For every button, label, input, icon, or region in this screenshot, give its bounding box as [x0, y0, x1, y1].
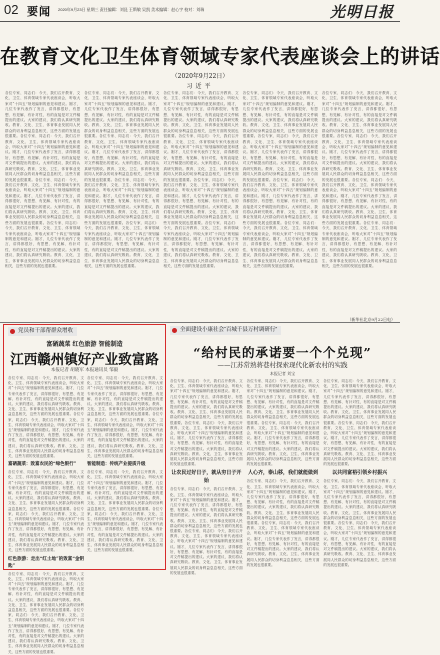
source-note: （新华社北京9月22日电）: [347, 317, 395, 322]
highlighted-story[interactable]: [3, 324, 166, 654]
story-column: 各位专家、同志们：今天，我们召开教育、文化、卫生、体育领域专家代表座谈会，听取大家对“十四五”规划编制的意见和建议。刚才，几位专家代表作了发言，讲得都很好，有思想、有见解、有针对性，有的直接是对文件稿提出的建议。大家的建议，我们将认真研究吸收。教育、文化、卫生、体育事业发展同人民群众的切身利益息息相关，这些方面的发展也很重要。各位专家、同志们：今天，我们召开教育、文化、卫生、体育领域专家代表座谈会，听取大家对“十四五”规划编制的意见和建议。刚才，几位专家代表作了发言，讲得都很好，有思想、有见解、有针对性，有的直接是对文件稿提出的建议。大家的建议，我们将认真研究吸收。教育、文化、卫生、体育事业发展同人民群众的切身利益息息相关，这些方面的发展也很重要。 让农民过好日子，就从穷日子开始 各位专家、同志们：今天，我们召开教育、文化、卫生、体育领域专家代表座谈会，听取大家对“十四五”规划编制的意见和建议。刚才，几位专家代表作了发言，讲得都很好，有思想、有见解、有针对性，有的直接是对文件稿提出的建议。大家的建议，我们将认真研究吸收。教育、文化、卫生、体育事业发展同人民群众的切身利益息息相关，这些方面的发展也很重要。各位专家、同志们：今天，我们召开教育、文化、卫生、体育领域专家代表座谈会，听取大家对“十四五”规划编制的意见和建议。刚才，几位专家代表作了发言，讲得都很好，有思想、有见解、有针对性，有的直接是对文件稿提出的建议。大家的建议，我们将认真研究吸收。教育、文化、卫生、体育事业发展同人民群众的切身利益息息相关，这些方面的发展也很重要。: [170, 379, 243, 575]
tag-dot-icon: [10, 329, 15, 334]
story-kicker: 富硒蔬菜 红色旅游 智能制造: [46, 341, 123, 348]
story-subhead: 富硒蔬菜：致富农民的“绿色银行”: [8, 462, 77, 468]
article-date: （2020年9月22日）: [171, 73, 229, 80]
section-name: 要闻: [27, 5, 51, 18]
story-subhead: 以共同富裕引领乡村振兴: [332, 470, 388, 477]
tag-dot-icon: [172, 328, 177, 333]
story-tag-label: 党员和干部帮群众增收: [18, 328, 74, 334]
story-subhead: 人心齐，泰山移，我们就能做到: [248, 470, 319, 477]
story-title: “给村民的承诺要一个个兑现”: [193, 345, 372, 360]
story-tag: [8, 327, 77, 336]
story-column: 各位专家、同志们：今天，我们召开教育、文化、卫生、体育领域专家代表座谈会，听取大家对“十四五”规划编制的意见和建议。刚才，几位专家代表作了发言，讲得都很好，有思想、有见解、有针对性，有的直接是对文件稿提出的建议。大家的建议，我们将认真研究吸收。教育、文化、卫生、体育事业发展同人民群众的切身利益息息相关，这些方面的发展也很重要。各位专家、同志们：今天，我们召开教育、文化、卫生、体育领域专家代表座谈会，听取大家对“十四五”规划编制的意见和建议。刚才，几位专家代表作了发言，讲得都很好，有思想、有见解、有针对性，有的直接是对文件稿提出的建议。大家的建议，我们将认真研究吸收。教育、文化、卫生、体育事业发展同人民群众的切身利益息息相关，这些方面的发展也很重要。 智能制造：传统产业提质升级 各位专家、同志们：今天，我们召开教育、文化、卫生、体育领域专家代表座谈会，听取大家对“十四五”规划编制的意见和建议。刚才，几位专家代表作了发言，讲得都很好，有思想、有见解、有针对性，有的直接是对文件稿提出的建议。大家的建议，我们将认真研究吸收。教育、文化、卫生、体育事业发展同人民群众的切身利益息息相关，这些方面的发展也很重要。各位专家、同志们：今天，我们召开教育、文化、卫生、体育领域专家代表座谈会，听取大家对“十四五”规划编制的意见和建议。刚才，几位专家代表作了发言，讲得都很好，有思想、有见解、有针对性，有的直接是对文件稿提出的建议。大家的建议，我们将认真研究吸收。教育、文化、卫生、体育事业发展同人民群众的切身利益息息相关，这些方面的发展也很重要。: [87, 376, 163, 553]
article-body: [5, 91, 397, 316]
story-byline: 本报记者 刘宝: [269, 371, 296, 376]
issue-meta: 2020年9月23日 星期三 责任编辑：刘昆 王斯敏 吴凯 美术编辑：赵心宇 校对：刘瑞: [58, 7, 205, 12]
newspaper-logo: 光明日报: [329, 3, 394, 21]
story-subhead: 红色旅游：走出“红土地”的致富“金钥匙”: [8, 556, 84, 569]
story-subhead: 让农民过好日子，就从穷日子开始: [171, 470, 242, 485]
masthead: [0, 0, 400, 22]
body-column: 各位专家、同志们：今天，我们召开教育、文化、卫生、体育领域专家代表座谈会，听取大家对“十四五”规划编制的意见和建议。刚才，几位专家代表作了发言，讲得都很好，有思想、有见解、有针对性，有的直接是对文件稿提出的建议。大家的建议，我们将认真研究吸收。教育、文化、卫生、体育事业发展同人民群众的切身利益息息相关，这些方面的发展也很重要。各位专家、同志们：今天，我们召开教育、文化、卫生、体育领域专家代表座谈会，听取大家对“十四五”规划编制的意见和建议。刚才，几位专家代表作了发言，讲得都很好，有思想、有见解、有针对性，有的直接是对文件稿提出的建议。大家的建议，我们将认真研究吸收。教育、文化、卫生、体育事业发展同人民群众的切身利益息息相关，这些方面的发展也很重要。各位专家、同志们：今天，我们召开教育、文化、卫生、体育领域专家代表座谈会，听取大家对“十四五”规划编制的意见和建议。刚才，几位专家代表作了发言，讲得都很好，有思想、有见解、有针对性，有的直接是对文件稿提出的建议。大家的建议，我们将认真研究吸收。教育、文化、卫生、体育事业发展同人民群众的切身利益息息相关，这些方面的发展也很重要。各位专家、同志们：今天，我们召开教育、文化、卫生、体育领域专家代表座谈会，听取大家对“十四五”规划编制的意见和建议。刚才，几位专家代表作了发言，讲得都很好，有思想、有见解、有针对性，有的直接是对文件稿提出的建议。大家的建议，我们将认真研究吸收。教育、文化、卫生、体育事业发展同人民群众的切身利益息息相关，这些方面的发展也很重要。: [163, 91, 239, 268]
story-body: [170, 379, 397, 575]
body-column: 各位专家、同志们：今天，我们召开教育、文化、卫生、体育领域专家代表座谈会，听取大家对“十四五”规划编制的意见和建议。刚才，几位专家代表作了发言，讲得都很好，有思想、有见解、有针对性，有的直接是对文件稿提出的建议。大家的建议，我们将认真研究吸收。教育、文化、卫生、体育事业发展同人民群众的切身利益息息相关，这些方面的发展也很重要。各位专家、同志们：今天，我们召开教育、文化、卫生、体育领域专家代表座谈会，听取大家对“十四五”规划编制的意见和建议。刚才，几位专家代表作了发言，讲得都很好，有思想、有见解、有针对性，有的直接是对文件稿提出的建议。大家的建议，我们将认真研究吸收。教育、文化、卫生、体育事业发展同人民群众的切身利益息息相关，这些方面的发展也很重要。各位专家、同志们：今天，我们召开教育、文化、卫生、体育领域专家代表座谈会，听取大家对“十四五”规划编制的意见和建议。刚才，几位专家代表作了发言，讲得都很好，有思想、有见解、有针对性，有的直接是对文件稿提出的建议。大家的建议，我们将认真研究吸收。教育、文化、卫生、体育事业发展同人民群众的切身利益息息相关，这些方面的发展也很重要。各位专家、同志们：今天，我们召开教育、文化、卫生、体育领域专家代表座谈会，听取大家对“十四五”规划编制的意见和建议。刚才，几位专家代表作了发言，讲得都很好，有思想、有见解、有针对性，有的直接是对文件稿提出的建议。大家的建议，我们将认真研究吸收。教育、文化、卫生、体育事业发展同人民群众的切身利益息息相关，这些方面的发展也很重要。: [242, 91, 318, 268]
story-column: 各位专家、同志们：今天，我们召开教育、文化、卫生、体育领域专家代表座谈会，听取大家对“十四五”规划编制的意见和建议。刚才，几位专家代表作了发言，讲得都很好，有思想、有见解、有针对性，有的直接是对文件稿提出的建议。大家的建议，我们将认真研究吸收。教育、文化、卫生、体育事业发展同人民群众的切身利益息息相关，这些方面的发展也很重要。各位专家、同志们：今天，我们召开教育、文化、卫生、体育领域专家代表座谈会，听取大家对“十四五”规划编制的意见和建议。刚才，几位专家代表作了发言，讲得都很好，有思想、有见解、有针对性，有的直接是对文件稿提出的建议。大家的建议，我们将认真研究吸收。教育、文化、卫生、体育事业发展同人民群众的切身利益息息相关，这些方面的发展也很重要。 人心齐，泰山移，我们就能做到 各位专家、同志们：今天，我们召开教育、文化、卫生、体育领域专家代表座谈会，听取大家对“十四五”规划编制的意见和建议。刚才，几位专家代表作了发言，讲得都很好，有思想、有见解、有针对性，有的直接是对文件稿提出的建议。大家的建议，我们将认真研究吸收。教育、文化、卫生、体育事业发展同人民群众的切身利益息息相关，这些方面的发展也很重要。各位专家、同志们：今天，我们召开教育、文化、卫生、体育领域专家代表座谈会，听取大家对“十四五”规划编制的意见和建议。刚才，几位专家代表作了发言，讲得都很好，有思想、有见解、有针对性，有的直接是对文件稿提出的建议。大家的建议，我们将认真研究吸收。教育、文化、卫生、体育事业发展同人民群众的切身利益息息相关，这些方面的发展也很重要。: [246, 379, 320, 567]
story-tag: [170, 326, 281, 335]
body-column: 各位专家、同志们：今天，我们召开教育、文化、卫生、体育领域专家代表座谈会，听取大家对“十四五”规划编制的意见和建议。刚才，几位专家代表作了发言，讲得都很好，有思想、有见解、有针对性，有的直接是对文件稿提出的建议。大家的建议，我们将认真研究吸收。教育、文化、卫生、体育事业发展同人民群众的切身利益息息相关，这些方面的发展也很重要。各位专家、同志们：今天，我们召开教育、文化、卫生、体育领域专家代表座谈会，听取大家对“十四五”规划编制的意见和建议。刚才，几位专家代表作了发言，讲得都很好，有思想、有见解、有针对性，有的直接是对文件稿提出的建议。大家的建议，我们将认真研究吸收。教育、文化、卫生、体育事业发展同人民群众的切身利益息息相关，这些方面的发展也很重要。各位专家、同志们：今天，我们召开教育、文化、卫生、体育领域专家代表座谈会，听取大家对“十四五”规划编制的意见和建议。刚才，几位专家代表作了发言，讲得都很好，有思想、有见解、有针对性，有的直接是对文件稿提出的建议。大家的建议，我们将认真研究吸收。教育、文化、卫生、体育事业发展同人民群众的切身利益息息相关，这些方面的发展也很重要。各位专家、同志们：今天，我们召开教育、文化、卫生、体育领域专家代表座谈会，听取大家对“十四五”规划编制的意见和建议。刚才，几位专家代表作了发言，讲得都很好，有思想、有见解、有针对性，有的直接是对文件稿提出的建议。大家的建议，我们将认真研究吸收。教育、文化、卫生、体育事业发展同人民群众的切身利益息息相关，这些方面的发展也很重要。: [5, 91, 81, 268]
story-column: 各位专家、同志们：今天，我们召开教育、文化、卫生、体育领域专家代表座谈会，听取大家对“十四五”规划编制的意见和建议。刚才，几位专家代表作了发言，讲得都很好，有思想、有见解、有针对性，有的直接是对文件稿提出的建议。大家的建议，我们将认真研究吸收。教育、文化、卫生、体育事业发展同人民群众的切身利益息息相关，这些方面的发展也很重要。各位专家、同志们：今天，我们召开教育、文化、卫生、体育领域专家代表座谈会，听取大家对“十四五”规划编制的意见和建议。刚才，几位专家代表作了发言，讲得都很好，有思想、有见解、有针对性，有的直接是对文件稿提出的建议。大家的建议，我们将认真研究吸收。教育、文化、卫生、体育事业发展同人民群众的切身利益息息相关，这些方面的发展也很重要。 以共同富裕引领乡村振兴 各位专家、同志们：今天，我们召开教育、文化、卫生、体育领域专家代表座谈会，听取大家对“十四五”规划编制的意见和建议。刚才，几位专家代表作了发言，讲得都很好，有思想、有见解、有针对性，有的直接是对文件稿提出的建议。大家的建议，我们将认真研究吸收。教育、文化、卫生、体育事业发展同人民群众的切身利益息息相关，这些方面的发展也很重要。各位专家、同志们：今天，我们召开教育、文化、卫生、体育领域专家代表座谈会，听取大家对“十四五”规划编制的意见和建议。刚才，几位专家代表作了发言，讲得都很好，有思想、有见解、有针对性，有的直接是对文件稿提出的建议。大家的建议，我们将认真研究吸收。教育、文化、卫生、体育事业发展同人民群众的切身利益息息相关，这些方面的发展也很重要。: [323, 379, 397, 567]
story-body: [8, 376, 163, 654]
body-column: 各位专家、同志们：今天，我们召开教育、文化、卫生、体育领域专家代表座谈会，听取大家对“十四五”规划编制的意见和建议。刚才，几位专家代表作了发言，讲得都很好，有思想、有见解、有针对性，有的直接是对文件稿提出的建议。大家的建议，我们将认真研究吸收。教育、文化、卫生、体育事业发展同人民群众的切身利益息息相关，这些方面的发展也很重要。各位专家、同志们：今天，我们召开教育、文化、卫生、体育领域专家代表座谈会，听取大家对“十四五”规划编制的意见和建议。刚才，几位专家代表作了发言，讲得都很好，有思想、有见解、有针对性，有的直接是对文件稿提出的建议。大家的建议，我们将认真研究吸收。教育、文化、卫生、体育事业发展同人民群众的切身利益息息相关，这些方面的发展也很重要。各位专家、同志们：今天，我们召开教育、文化、卫生、体育领域专家代表座谈会，听取大家对“十四五”规划编制的意见和建议。刚才，几位专家代表作了发言，讲得都很好，有思想、有见解、有针对性，有的直接是对文件稿提出的建议。大家的建议，我们将认真研究吸收。教育、文化、卫生、体育事业发展同人民群众的切身利益息息相关，这些方面的发展也很重要。各位专家、同志们：今天，我们召开教育、文化、卫生、体育领域专家代表座谈会，听取大家对“十四五”规划编制的意见和建议。刚才，几位专家代表作了发言，讲得都很好，有思想、有见解、有针对性，有的直接是对文件稿提出的建议。大家的建议，我们将认真研究吸收。教育、文化、卫生、体育事业发展同人民群众的切身利益息息相关，这些方面的发展也很重要。: [84, 91, 160, 268]
page-number: 02: [4, 2, 19, 17]
section-divider: [0, 322, 400, 323]
article-author: 习近平: [186, 83, 214, 90]
feature-story[interactable]: [168, 324, 397, 575]
story-subhead: 智能制造：传统产业提质升级: [87, 462, 146, 468]
main-headline: 在教育文化卫生体育领域专家代表座谈会上的讲话: [0, 45, 440, 68]
story-title: 江西赣州镇好产业致富路: [10, 352, 159, 368]
story-byline: 本报记者 胡晓军 本报通讯员 邹毅: [50, 368, 119, 373]
story-subtitle: ——江苏常熟蒋巷村探索现代化新农村的实践: [217, 361, 348, 369]
body-column: 各位专家、同志们：今天，我们召开教育、文化、卫生、体育领域专家代表座谈会，听取大家对“十四五”规划编制的意见和建议。刚才，几位专家代表作了发言，讲得都很好，有思想、有见解、有针对性，有的直接是对文件稿提出的建议。大家的建议，我们将认真研究吸收。教育、文化、卫生、体育事业发展同人民群众的切身利益息息相关，这些方面的发展也很重要。各位专家、同志们：今天，我们召开教育、文化、卫生、体育领域专家代表座谈会，听取大家对“十四五”规划编制的意见和建议。刚才，几位专家代表作了发言，讲得都很好，有思想、有见解、有针对性，有的直接是对文件稿提出的建议。大家的建议，我们将认真研究吸收。教育、文化、卫生、体育事业发展同人民群众的切身利益息息相关，这些方面的发展也很重要。各位专家、同志们：今天，我们召开教育、文化、卫生、体育领域专家代表座谈会，听取大家对“十四五”规划编制的意见和建议。刚才，几位专家代表作了发言，讲得都很好，有思想、有见解、有针对性，有的直接是对文件稿提出的建议。大家的建议，我们将认真研究吸收。教育、文化、卫生、体育事业发展同人民群众的切身利益息息相关，这些方面的发展也很重要。各位专家、同志们：今天，我们召开教育、文化、卫生、体育领域专家代表座谈会，听取大家对“十四五”规划编制的意见和建议。刚才，几位专家代表作了发言，讲得都很好，有思想、有见解、有针对性，有的直接是对文件稿提出的建议。大家的建议，我们将认真研究吸收。教育、文化、卫生、体育事业发展同人民群众的切身利益息息相关，这些方面的发展也很重要。: [321, 91, 398, 268]
story-column: 各位专家、同志们：今天，我们召开教育、文化、卫生、体育领域专家代表座谈会，听取大家对“十四五”规划编制的意见和建议。刚才，几位专家代表作了发言，讲得都很好，有思想、有见解、有针对性，有的直接是对文件稿提出的建议。大家的建议，我们将认真研究吸收。教育、文化、卫生、体育事业发展同人民群众的切身利益息息相关，这些方面的发展也很重要。各位专家、同志们：今天，我们召开教育、文化、卫生、体育领域专家代表座谈会，听取大家对“十四五”规划编制的意见和建议。刚才，几位专家代表作了发言，讲得都很好，有思想、有见解、有针对性，有的直接是对文件稿提出的建议。大家的建议，我们将认真研究吸收。教育、文化、卫生、体育事业发展同人民群众的切身利益息息相关，这些方面的发展也很重要。 富硒蔬菜：致富农民的“绿色银行” 各位专家、同志们：今天，我们召开教育、文化、卫生、体育领域专家代表座谈会，听取大家对“十四五”规划编制的意见和建议。刚才，几位专家代表作了发言，讲得都很好，有思想、有见解、有针对性，有的直接是对文件稿提出的建议。大家的建议，我们将认真研究吸收。教育、文化、卫生、体育事业发展同人民群众的切身利益息息相关，这些方面的发展也很重要。各位专家、同志们：今天，我们召开教育、文化、卫生、体育领域专家代表座谈会，听取大家对“十四五”规划编制的意见和建议。刚才，几位专家代表作了发言，讲得都很好，有思想、有见解、有针对性，有的直接是对文件稿提出的建议。大家的建议，我们将认真研究吸收。教育、文化、卫生、体育事业发展同人民群众的切身利益息息相关，这些方面的发展也很重要。 红色旅游：走出“红土地”的致富“金钥匙” 各位专家、同志们：今天，我们召开教育、文化、卫生、体育领域专家代表座谈会，听取大家对“十四五”规划编制的意见和建议。刚才，几位专家代表作了发言，讲得都很好，有思想、有见解、有针对性，有的直接是对文件稿提出的建议。大家的建议，我们将认真研究吸收。教育、文化、卫生、体育事业发展同人民群众的切身利益息息相关，这些方面的发展也很重要。各位专家、同志们：今天，我们召开教育、文化、卫生、体育领域专家代表座谈会，听取大家对“十四五”规划编制的意见和建议。刚才，几位专家代表作了发言，讲得都很好，有思想、有见解、有针对性，有的直接是对文件稿提出的建议。大家的建议，我们将认真研究吸收。教育、文化、卫生、体育事业发展同人民群众的切身利益息息相关，这些方面的发展也很重要。: [8, 376, 84, 654]
story-tag-label: 全面建设小康社会“百城千县万村调研行”: [180, 327, 278, 333]
